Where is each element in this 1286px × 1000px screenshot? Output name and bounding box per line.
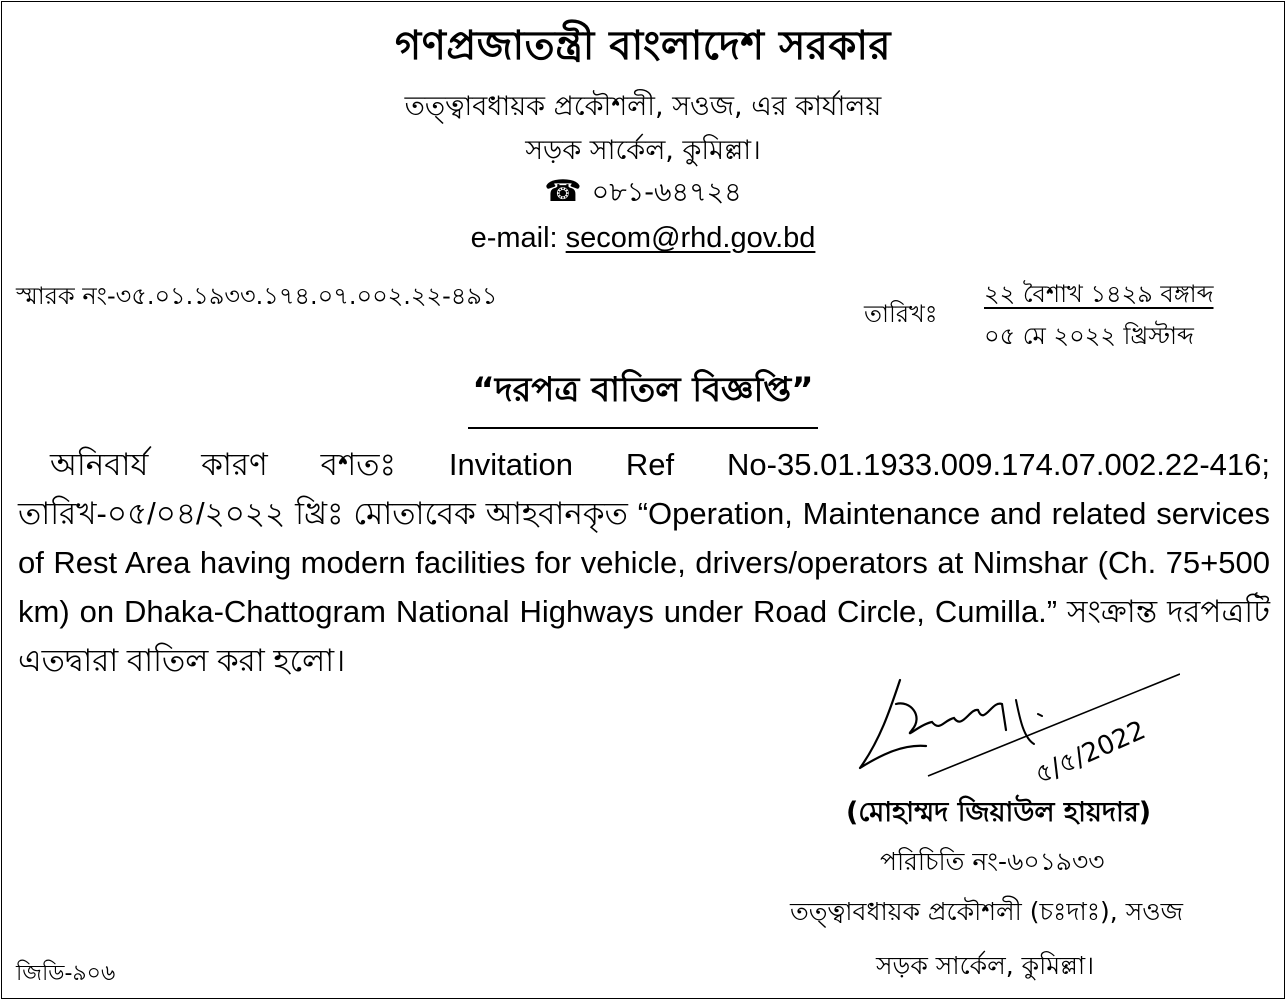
gd-number: জিডি-৯০৬ [16,961,116,986]
email-line [0,222,1286,255]
telephone-icon: ☎ [544,174,582,209]
phone-line [0,172,1286,217]
signatory-id: পরিচিতি নং-৬০১৯৩৩ [880,847,1105,876]
government-title: গণপ্রজাতন্ত্রী বাংলাদেশ সরকার [395,23,891,69]
memo-number: স্মারক নং-৩৫.০১.১৯৩৩.১৭৪.০৭.০০২.২২-৪৯১ [16,282,498,310]
email-link[interactable]: secom@rhd.gov.bd [565,222,816,254]
office-name: তত্ত্বাবধায়ক প্রকৌশলী, সওজ, এর কার্যালয় [404,91,882,122]
circle-name: সড়ক সার্কেল, কুমিল্লা। [525,135,761,166]
signature-date: ৫/৫/2022 [1030,715,1151,791]
handwritten-signature [820,660,1180,800]
date-bangla: ২২ বৈশাখ ১৪২৯ বঙ্গাব্দ [984,280,1214,308]
phone-number: ০৮১-৬৪৭২৪ [591,177,742,208]
notice-heading [0,364,1286,429]
date-gregorian: ০৫ মে ২০২২ খ্রিস্টাব্দ [984,322,1194,350]
notice-paragraph: অনিবার্য কারণ বশতঃ Invitation Ref No-35.01.1933.009.174.07.002.22-416; তারিখ-০৫/০৪/২০২২ খ্রিঃ মোতাবেক আহবানকৃত “Operation, Maintenance and related services of Rest Area having modern facilities for vehicle, drivers/operators at Nimshar (Ch. 75+500 km) on Dhaka-Chattogram National Highways under Road Circle, Cumilla.” সংক্রান্ত দরপত্রটি এতদ্বারা বাতিল করা হলো। [18,447,1270,678]
notice-body [18,440,1270,685]
signatory-title: তত্ত্বাবধায়ক প্রকৌশলী (চঃদাঃ), সওজ [790,897,1183,926]
email-label: e-mail: [470,222,566,254]
signatory-office: সড়ক সার্কেল, কুমিল্লা। [876,951,1095,980]
signatory-name: (মোহাম্মদ জিয়াউল হায়দার) [846,797,1152,828]
date-label: তারিখঃ [864,300,938,328]
notice-heading-text: “দরপত্র বাতিল বিজ্ঞপ্তি” [468,364,817,429]
